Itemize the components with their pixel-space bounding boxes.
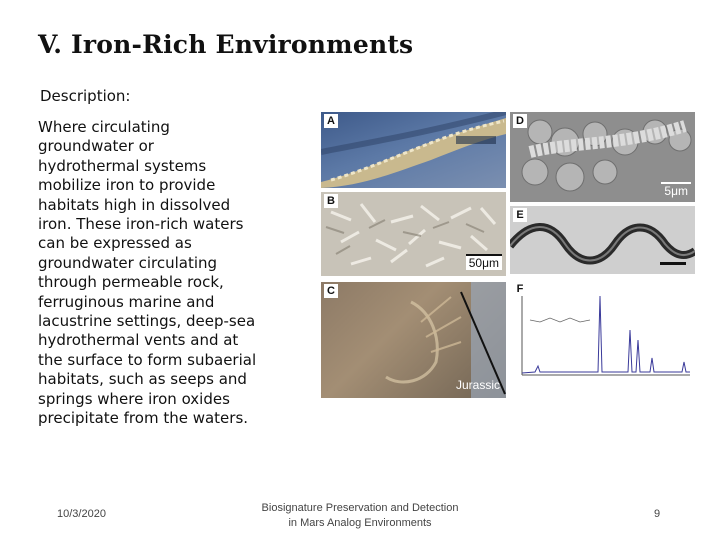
footer-date: 10/3/2020 (57, 508, 106, 520)
panel-label-c: C (324, 284, 338, 298)
jurassic-label: Jurassic (455, 378, 500, 392)
panel-c-photo (321, 282, 506, 398)
panel-d-sem (510, 112, 695, 202)
text-line: lacustrine settings, deep-sea (38, 312, 256, 331)
text-line: through permeable rock, (38, 273, 224, 292)
panel-label-e: E (513, 208, 527, 222)
footer-title (240, 501, 480, 531)
text-line: groundwater circulating (38, 253, 218, 272)
panel-label-a: A (324, 114, 338, 128)
footer-title-line-1: Biosignature Preservation and Detection (261, 502, 459, 514)
text-line: Where circulating (38, 118, 170, 136)
footer-title-line-2: in Mars Analog Environments (288, 517, 432, 529)
panel-f-chromatogram (510, 280, 695, 400)
text-line: the surface to form subaerial (38, 350, 257, 369)
panel-label-d: D (513, 114, 527, 128)
text-line: iron. These iron-rich waters (38, 215, 244, 234)
panel-a-photo (321, 112, 506, 188)
outcrop-illustration (321, 112, 506, 188)
description-label: Description: (40, 87, 131, 105)
text-line: habitats high in dissolved (38, 195, 231, 214)
text-line: precipitate from the waters. (38, 409, 249, 428)
text-line: mobilize iron to provide (38, 176, 216, 195)
panel-b-photo (321, 192, 506, 276)
scale-bar-b: 50μm (466, 254, 502, 270)
panel-label-b: B (324, 194, 338, 208)
slide-title: V. Iron-Rich Environments (38, 30, 414, 59)
text-line: can be expressed as (38, 234, 192, 253)
scale-bar-d: 5μm (661, 182, 691, 198)
text-line: groundwater or (38, 137, 154, 156)
page-number: 9 (654, 508, 661, 520)
panel-label-f: F (513, 282, 527, 296)
text-line: hydrothermal vents and at (38, 331, 239, 350)
text-line: ferruginous marine and (38, 292, 215, 311)
chromatogram-plot (510, 280, 695, 400)
text-line: springs where iron oxides (38, 389, 230, 408)
panel-e-tem (510, 206, 695, 274)
text-line: hydrothermal systems (38, 156, 207, 175)
composite-figure (321, 112, 695, 412)
text-line: habitats, such as seeps and (38, 370, 247, 389)
description-text (38, 118, 308, 429)
twisted-stalk-illustration (510, 206, 695, 274)
